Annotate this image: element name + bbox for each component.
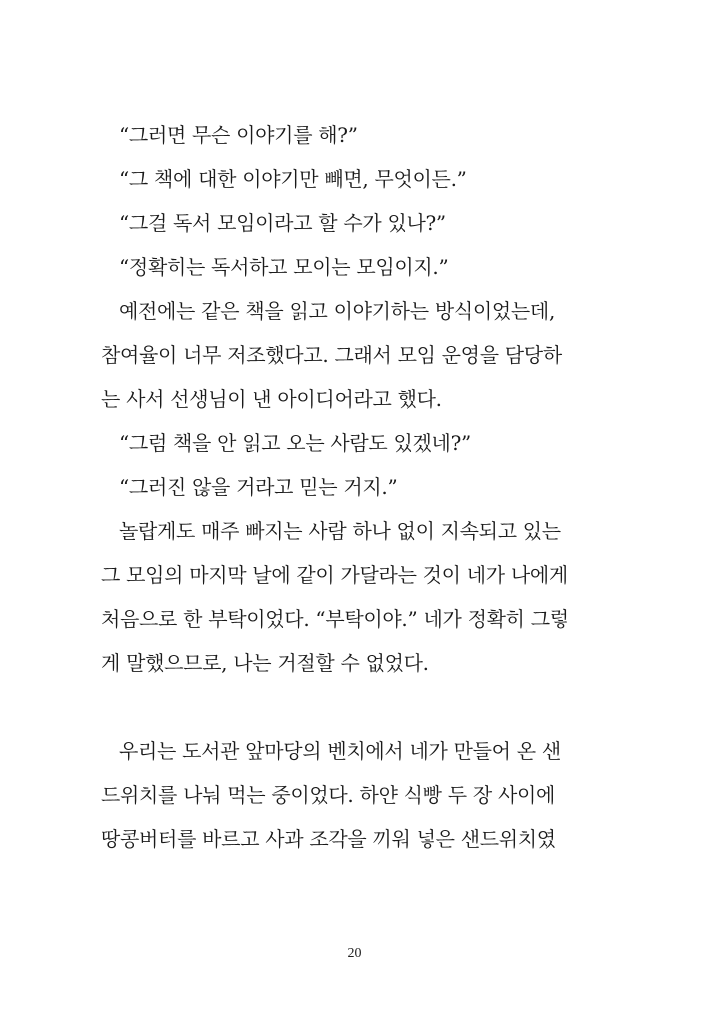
page-body-text [101, 113, 569, 861]
dialogue-line: “그러면 무슨 이야기를 해?” [119, 123, 358, 147]
paragraph-line: 땅콩버터를 바르고 사과 조각을 끼워 넣은 샌드위치였 [101, 827, 556, 851]
paragraph-line: 우리는 도서관 앞마당의 벤치에서 네가 만들어 온 샌 [119, 739, 561, 763]
paragraph-line: 그 모임의 마지막 날에 같이 가달라는 것이 네가 나에게 [101, 563, 568, 587]
dialogue-line: “그걸 독서 모임이라고 할 수가 있나?” [119, 211, 446, 235]
paragraph-line: 놀랍게도 매주 빠지는 사람 하나 없이 지속되고 있는 [119, 519, 561, 543]
paragraph-line: 는 사서 선생님이 낸 아이디어라고 했다. [101, 387, 442, 411]
dialogue-line: “그 책에 대한 이야기만 빼면, 무엇이든.” [119, 167, 467, 191]
paragraph-line: 예전에는 같은 책을 읽고 이야기하는 방식이었는데, [119, 299, 555, 323]
section-break [101, 685, 555, 729]
page-number: 20 [347, 946, 362, 961]
paragraph-line: 참여율이 너무 저조했다고. 그래서 모임 운영을 담당하 [101, 343, 562, 367]
dialogue-line: “그럼 책을 안 읽고 오는 사람도 있겠네?” [119, 431, 471, 455]
dialogue-line: “그러진 않을 거라고 믿는 거지.” [119, 475, 398, 499]
paragraph-line: 드위치를 나눠 먹는 중이었다. 하얀 식빵 두 장 사이에 [101, 783, 555, 807]
dialogue-line: “정확히는 독서하고 모이는 모임이지.” [119, 255, 449, 279]
paragraph-line: 게 말했으므로, 나는 거절할 수 없었다. [101, 651, 429, 675]
paragraph-line: 처음으로 한 부탁이었다. “부탁이야.” 네가 정확히 그렇 [101, 607, 569, 631]
